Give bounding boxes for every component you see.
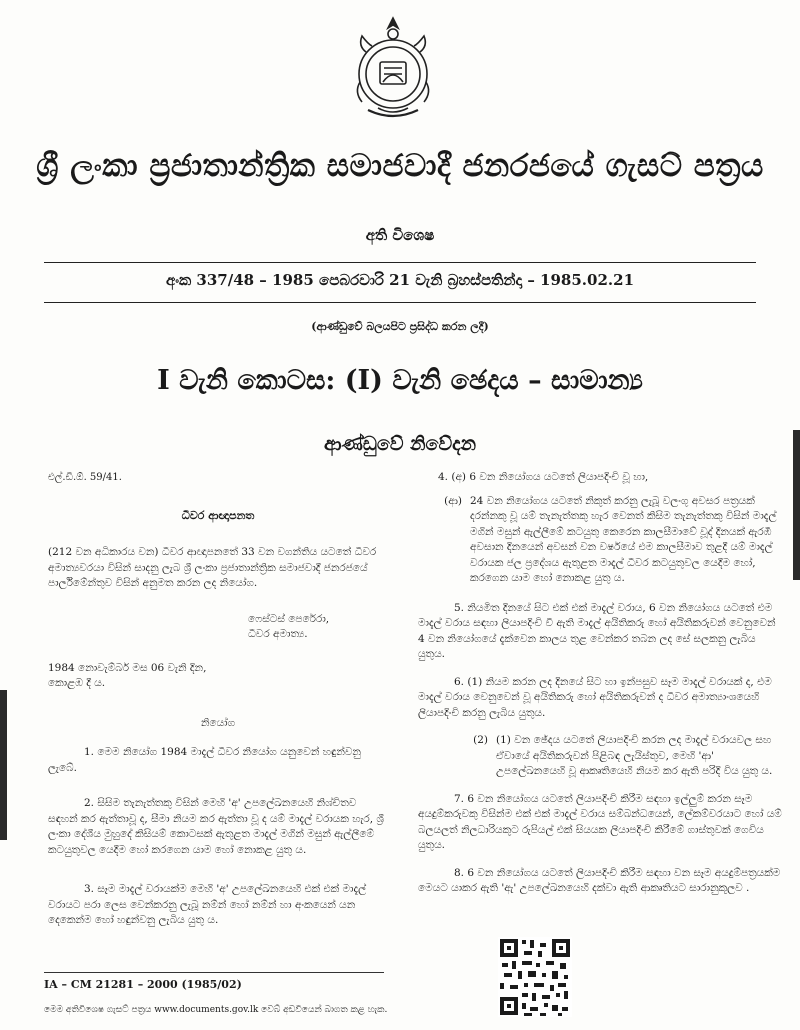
clause-4-b-label: (ආ) xyxy=(444,494,462,507)
qr-code-icon xyxy=(498,937,572,1017)
clause-3: 3. සෑම මාදැල් වරායක්ම මෙහි 'අ' උපලේඛනයෙහි එක් එක් මාදැල් වරායට පරා ලෙස වෙන්කරනු ලැබූ නම්න් හෝ නම්න් හා අංකයෙන් යන දෙකෙන්ම හෝ හඳුන්වනු ලැබිය යුතු ය. xyxy=(48,883,367,926)
header-rule-bottom xyxy=(44,302,756,303)
sri-lanka-coat-of-arms-icon xyxy=(338,12,448,120)
clause-5: 5. නියමිත දිනයේ සිට එක් එක් මාදැල් වරාය, 6 වන නියෝගය යටතේ එම මාදැල් වරාය සඳහා ලියාපදිංචි වී ඇති මාදැල් අයිතිකරු හෝ අයිතිකරුවන් වෙනුවෙන් 4 වන නියෝගයේ දැක්වෙන කාලය තුළ වෙන්කර තබන ලද සේ සලකනු ලැබිය යුතුය. xyxy=(418,601,776,660)
web-availability-note: මෙම අතිවිශෙෂ ගැසට් පත්‍රය www.documents.gov.lk වෙබ් අඩවියෙන් බාගත කළ හැක. xyxy=(44,1005,388,1015)
clause-6-1: 6. (1) නියම කරන ලද දිනයේ සිට හා ඉන්පසුව සෑම මාදැල් වරායක් ද, එම මාදැල් වරාය වෙනුවෙන් වූ අයිතිකරු හෝ අයිතිකරුවන් ද ධීවර අමාත්‍යාංශයෙහි ලියාපදිංචි කරනු ලැබිය යුතුය. xyxy=(418,675,772,719)
footer-rule xyxy=(44,972,384,973)
clause-4-intro: 4. (අ) 6 වන නියෝගය යටතේ ලියාපදිංචි වූ හා, xyxy=(438,471,649,483)
part-heading: I වැනි කොටස: (I) වැනි ඡෙදය – සාමාන්‍ය xyxy=(157,365,643,396)
reference-number: එල්.ඩී.ඕ. 59/41. xyxy=(48,472,122,483)
print-code: IA – CM 21281 – 2000 (1985/02) xyxy=(44,978,242,991)
regulations-heading: නියෝග xyxy=(200,716,236,729)
clause-7: 7. 6 වන නියෝගය යටතේ ලියාපදිංචි කිරීම සඳහා ඉල්ලුම් කරන සෑම අයදුම්කරුවකු විසින්ම එක් එක් මාදැල් වරාය සම්බන්ධයෙන්, ලේකම්වරයාට හෝ යම් බලයලත් නිලධාරියකුට රුපියල් එක් සියයක ලියාපදිංචි කිරීමේ ගාස්තුවක් ගෙවිය යුතුය. xyxy=(418,792,782,851)
scan-edge-right xyxy=(793,430,800,580)
signing-place: කොළඹ දී ය. xyxy=(48,677,106,689)
preamble-text: (212 වන අධිකාරය වන) ධීවර ආඥාපනතේ 33 වන වගන්තිය යටතේ ධීවර අමාත්‍යවරයා විසින් සාදනු ලැබ ශ්‍රී ලංකා ප්‍රජාතාන්ත්‍රික සමාජවාදී ජනරජයේ පාර්ලිමේන්තුව විසින් අනුමත කරන ලද නියෝග. xyxy=(48,546,377,589)
issue-line: අංක 337/48 – 1985 පෙබරවාරි 21 වැනි බ්‍රහස්පතින්දා – 1985.02.21 xyxy=(165,271,635,289)
clause-8: 8. 6 වන නියෝගය යටතේ ලියාපදිංචි කිරීම සඳහා වන සෑම අයදුම්පත්‍රයක්ම මෙයට යාකර ඇති 'ඇ' උපලේඛනයෙහි දක්වා ඇති ආකෘතියට සාරානුකූලව . xyxy=(418,866,781,894)
notice-heading: ආණ්ඩුවේ නිවේදන xyxy=(323,433,477,455)
clause-4-b-text: 24 වන නියෝගය යටතේ නිකුත් කරනු ලැබූ වලංගු අවසර පත්‍රයක් දරන්නකු වූ යම් තැනැත්තකු හැර වෙනත් කිසිම තැනැත්තකු විසින් මාදැල් මගින් මසුන් ඇල්ලීමේ කටයුතු කෙරෙන කාලසීමාවේ වූද් දිනයක් ඇරඹී අවසාන දිනයෙන් අවසන් වන වර්ෂයේ එම කාලසීමාව තුළදී යම් මාදැල් වරායක ජල ප්‍රදේශය ඇතුළත මාදැල් ධීවර කටයුතුවල යෙදීම හෝ, කරගෙන යාම හෝ නොකළ යුතු ය. xyxy=(470,494,777,584)
authority-line: (ආණ්ඩුවේ බලයපිට ප්‍රසිද්ධ කරන ලදී) xyxy=(311,320,489,333)
signatory-title: ධීවර අමාත්‍ය. xyxy=(248,628,308,640)
clause-6-2-text: (1) වන ඡේදය යටතේ ලියාපදිංචි කරන ලද මාදැල් වරායවල සහ ඒවායේ අයිතිකරුවන් පිළිබඳ ලැයිස්තුව, මෙහි 'ආ' උපලේඛනයෙහි වූ ආකෘතියෙහි නියම කර ඇති පරිදි විය යුතු ය. xyxy=(496,734,773,777)
clause-6-2-label: (2) xyxy=(473,734,488,746)
clause-6-2 xyxy=(418,733,784,780)
header-rule-top xyxy=(44,262,756,263)
scan-edge-left xyxy=(0,690,7,840)
signing-date: 1984 නොවැම්බර් මස 06 වැනි දින, xyxy=(48,661,207,674)
clause-1: 1. මෙම නියෝග 1984 මාදැල් ධීවර නියෝග යනුවෙන් හඳුන්වනු ලැබේ. xyxy=(48,746,361,774)
right-column xyxy=(418,470,784,909)
gazette-title: ශ්‍රී ලංකා ප්‍රජාතාන්ත්‍රික සමාජවාදී ජනරජයේ ගැසට් පත්‍රය xyxy=(36,148,764,184)
clause-2: 2. සිසිම තැනැත්තකු විසින් මෙහි 'අ' උපලේඛනයෙහි නිශ්චිතව සඳහන් කර ඇත්තාවූ ද, සීමා නියම කර ඇත්තා වූ ද යම් මාදැල් වරායක හැර, ශ්‍රී ලංකා දේශීය මුහුදේ කිසියම් කොටසක් ඇතුළත මාදැල් මගින් මසුන් ඇල්ලීමේ කටයුතුවල යෙදීම හෝ කරගෙන යාම හෝ නොකළ යුතු ය. xyxy=(48,797,384,856)
clause-4-b xyxy=(418,494,784,587)
left-column xyxy=(48,470,388,945)
gazette-subtitle: අති විශෙෂ xyxy=(365,226,435,244)
signatory-name: ෆෙස්ටස් පෙරේරා, xyxy=(248,612,330,625)
act-title: ධීවර ආඥාපනත xyxy=(181,508,255,522)
